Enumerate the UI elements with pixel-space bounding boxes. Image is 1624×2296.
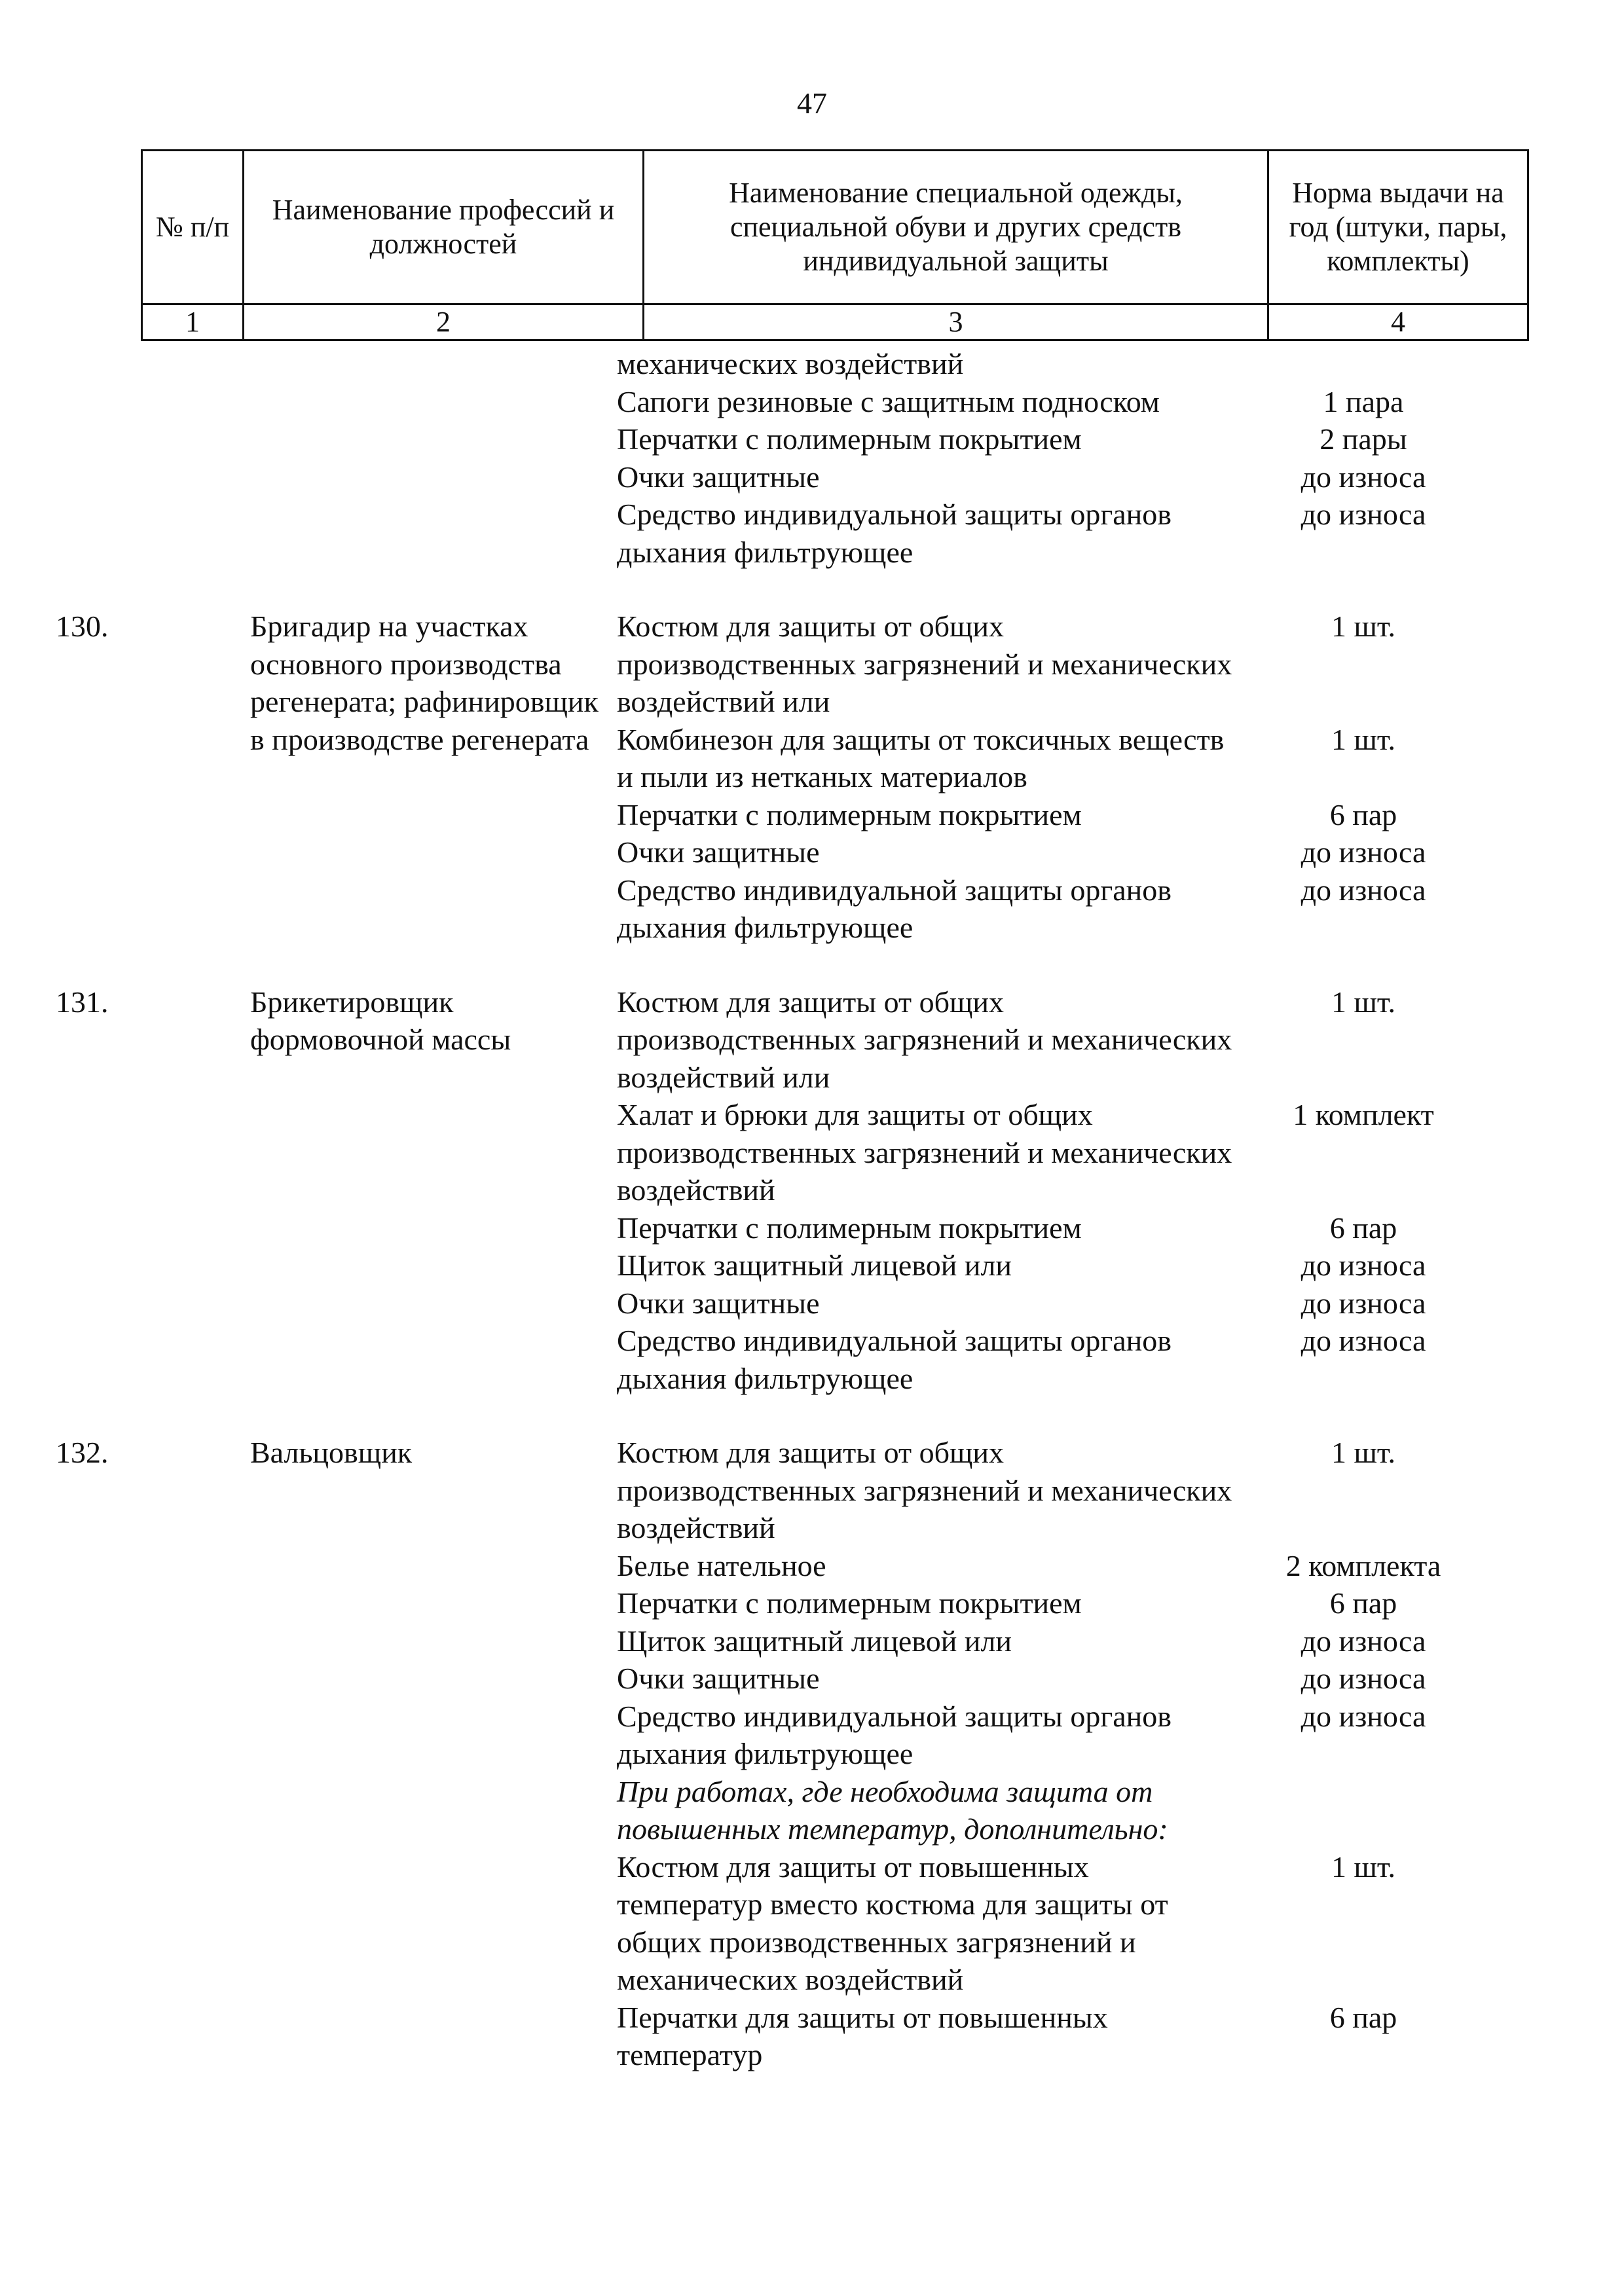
- item-name: Очки защитные: [617, 1286, 820, 1320]
- item-name: Щиток защитный лицевой или: [617, 1624, 1012, 1658]
- item-norm: 6 пар: [1329, 1211, 1397, 1245]
- list-item: [617, 383, 1624, 421]
- item-name: Средство индивидуальной защиты органов дыхания фильтрующее: [617, 498, 1172, 569]
- item-name: Халат и брюки для защиты от общих производственных загрязнений и механических воздействий: [617, 1098, 1232, 1207]
- item-norm: 1 шт.: [1331, 1436, 1396, 1469]
- item-name: Белье нательное: [617, 1548, 826, 1582]
- entry-number: 130.: [56, 610, 109, 643]
- item-name: Щиток защитный лицевой или: [617, 1248, 1012, 1282]
- norms-entries: [0, 345, 1624, 2111]
- item-name: Перчатки с полимерным покрытием: [617, 797, 1082, 831]
- item-name: Костюм для защиты от повышенных температур вместо костюма для защиты от общих производственных загрязнений и механических воздействий: [617, 1850, 1168, 1996]
- entry-131: [0, 983, 1624, 1398]
- item-norm: 2 пары: [1320, 422, 1407, 456]
- item-norm: 2 комплекта: [1285, 1548, 1441, 1582]
- entry-number: 131.: [56, 985, 109, 1019]
- list-item: [617, 1999, 1624, 2074]
- item-norm: 1 шт.: [1331, 722, 1396, 756]
- item-norm: до износа: [1301, 1286, 1426, 1320]
- column-number-2: 2: [244, 304, 644, 340]
- entry-profession: Брикетировщик формовочной массы: [250, 985, 511, 1056]
- entry-continuation: [0, 345, 1624, 571]
- item-name: Очки защитные: [617, 835, 820, 869]
- item-name: Перчатки с полимерным покрытием: [617, 1211, 1082, 1245]
- list-item: [617, 1209, 1624, 1247]
- page-number: 47: [797, 86, 827, 120]
- item-name: Средство индивидуальной защиты органов дыхания фильтрующее: [617, 1324, 1172, 1395]
- list-item: [617, 608, 1624, 721]
- item-norm: до износа: [1301, 498, 1426, 531]
- additional-note: При работах, где необходима защита от повышенных температур, дополнительно:: [617, 1774, 1168, 1846]
- list-item: [617, 1434, 1624, 1547]
- entry-132: [0, 1434, 1624, 2074]
- item-norm: 6 пар: [1329, 797, 1397, 831]
- list-item: [617, 721, 1624, 796]
- item-norm: до износа: [1301, 460, 1426, 494]
- header-col-profession: Наименование профессий и должностей: [244, 151, 644, 304]
- list-item: [617, 871, 1624, 947]
- list-item: [617, 1247, 1624, 1285]
- list-item: [617, 1584, 1624, 1622]
- entry-profession: Вальцовщик: [250, 1436, 413, 1469]
- item-norm: [1239, 345, 1488, 383]
- item-norm: 6 пар: [1329, 2000, 1397, 2034]
- item-name: Костюм для защиты от общих производственных загрязнений и механических воздействий или: [617, 985, 1232, 1094]
- item-name: Средство индивидуальной защиты органов дыхания фильтрующее: [617, 873, 1172, 944]
- item-norm: до износа: [1301, 1662, 1426, 1695]
- column-number-1: 1: [142, 304, 244, 340]
- item-norm: 1 шт.: [1331, 1850, 1396, 1884]
- item-norm: до износа: [1301, 1324, 1426, 1357]
- item-name: Очки защитные: [617, 1662, 820, 1695]
- entry-items: [617, 608, 1624, 947]
- item-norm: до износа: [1301, 873, 1426, 907]
- list-item: [617, 1322, 1624, 1397]
- item-norm: до износа: [1301, 1248, 1426, 1282]
- header-col-number: № п/п: [142, 151, 244, 304]
- entry-items: [617, 983, 1624, 1398]
- item-name: Перчатки с полимерным покрытием: [617, 422, 1082, 456]
- item-name: механических воздействий: [617, 347, 964, 380]
- item-norm: 1 комплект: [1293, 1098, 1434, 1131]
- item-norm: 6 пар: [1329, 1586, 1397, 1620]
- header-col-norm: Норма выдачи на год (штуки, пары, комплекты): [1268, 151, 1528, 304]
- list-item: [617, 1547, 1624, 1585]
- header-col-equipment: Наименование специальной одежды, специальной обуви и других средств индивидуальной защиты: [644, 151, 1268, 304]
- item-norm: 1 шт.: [1331, 610, 1396, 643]
- item-norm: 1 шт.: [1331, 985, 1396, 1019]
- list-item: [617, 345, 1624, 383]
- list-item: [617, 1698, 1624, 1773]
- column-number-3: 3: [644, 304, 1268, 340]
- item-name: Костюм для защиты от общих производственных загрязнений и механических воздействий: [617, 1436, 1232, 1544]
- item-name: Средство индивидуальной защиты органов дыхания фильтрующее: [617, 1699, 1172, 1770]
- list-item: [617, 1096, 1624, 1209]
- entry-130: [0, 608, 1624, 947]
- list-item: [617, 983, 1624, 1097]
- item-name: Комбинезон для защиты от токсичных веществ и пыли из нетканых материалов: [617, 722, 1225, 793]
- list-item: [617, 833, 1624, 871]
- entry-number: 132.: [56, 1436, 109, 1469]
- list-item: [617, 796, 1624, 834]
- list-item: [617, 458, 1624, 496]
- entry-items: [617, 1434, 1624, 2074]
- item-name: Очки защитные: [617, 460, 820, 494]
- list-item: [617, 1848, 1624, 1999]
- column-number-4: 4: [1268, 304, 1528, 340]
- item-norm: до износа: [1301, 1699, 1426, 1733]
- list-item: [617, 1622, 1624, 1660]
- item-name: Перчатки с полимерным покрытием: [617, 1586, 1082, 1620]
- entry-items: [617, 345, 1624, 571]
- item-norm: до износа: [1301, 835, 1426, 869]
- item-norm: 1 пара: [1323, 384, 1404, 418]
- list-item: [617, 496, 1624, 571]
- item-name: Костюм для защиты от общих производственных загрязнений и механических воздействий или: [617, 610, 1232, 718]
- item-name: Перчатки для защиты от повышенных температур: [617, 2000, 1108, 2071]
- item-norm: до износа: [1301, 1624, 1426, 1658]
- list-item: [617, 420, 1624, 458]
- norms-table-header: [141, 149, 1529, 341]
- list-item: [617, 1285, 1624, 1322]
- list-item: [617, 1660, 1624, 1698]
- item-name: Сапоги резиновые с защитным подноском: [617, 384, 1160, 418]
- entry-profession: Бригадир на участках основного производства регенерата; рафинировщик в производстве регенерата: [250, 610, 599, 756]
